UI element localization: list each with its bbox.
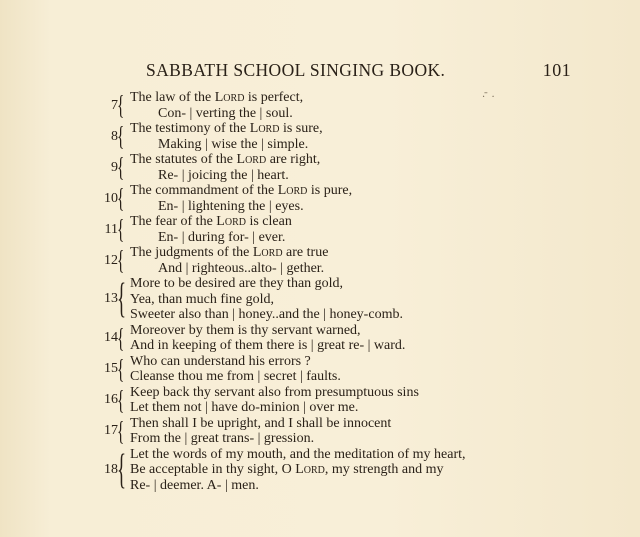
- verse-line: [96, 106, 536, 122]
- verse-number: 14: [104, 330, 118, 345]
- brace-glyph: {: [117, 183, 125, 214]
- line-text: Let the words of my mouth, and the meditation of my heart,: [130, 446, 466, 462]
- verse-12: [96, 245, 536, 276]
- verse-line: [96, 462, 536, 478]
- line-text-before: The statutes of the: [130, 152, 237, 167]
- verse-15: [96, 354, 536, 385]
- verse-number: 18: [104, 461, 118, 477]
- verse-14: [96, 323, 536, 354]
- verse-number: 10: [104, 190, 118, 206]
- verse-9: [96, 152, 536, 183]
- line-text: Cleanse thou me from | secret | faults.: [130, 369, 341, 384]
- line-text: Keep back thy servant also from presumptuous sins: [130, 384, 419, 400]
- line-text: En- | during for- | ever.: [158, 229, 286, 245]
- verse-line: [96, 168, 536, 184]
- line-text: Making | wise the | simple.: [158, 136, 309, 152]
- verse-11: [96, 214, 536, 245]
- verse-13: [96, 276, 536, 323]
- line-text: Let them not | have do-minion | over me.: [130, 400, 359, 415]
- verse-line: [96, 354, 536, 370]
- line-text: And in keeping of them there is | great re- | ward.: [130, 338, 406, 353]
- brace-glyph: {: [117, 90, 125, 121]
- brace-glyph: {: [117, 152, 125, 183]
- verse-line: [96, 447, 536, 463]
- page-number: 101: [542, 60, 571, 80]
- line-text: Re- | deemer. A- | men.: [130, 477, 259, 493]
- divine-name: Lord: [277, 183, 308, 198]
- verse-number: 11: [104, 221, 118, 237]
- line-text-after: is perfect,: [244, 90, 304, 105]
- verse-line: [96, 292, 536, 308]
- verse-line: [96, 400, 536, 416]
- divine-name: Lord: [295, 462, 325, 477]
- verse-line: [96, 276, 536, 292]
- brace-glyph: {: [117, 322, 125, 354]
- line-text-after: is clean: [245, 214, 292, 229]
- verse-7: [96, 90, 536, 121]
- brace-glyph: {: [117, 446, 127, 493]
- verse-line: [96, 323, 536, 339]
- verse-line: [96, 245, 536, 261]
- verse-number: 9: [111, 159, 118, 175]
- line-text-after: is sure,: [279, 121, 323, 136]
- line-text-before: The commandment of the: [130, 183, 278, 198]
- verse-8: [96, 121, 536, 152]
- line-text: And | righteous..alto- | gether.: [158, 260, 325, 276]
- verse-line: [96, 338, 536, 354]
- divine-name: Lord: [236, 152, 267, 167]
- verse-number: 13: [104, 291, 118, 307]
- brace-glyph: {: [117, 353, 125, 385]
- verse-number: 15: [104, 361, 118, 376]
- page-header: [146, 60, 586, 84]
- divine-name: Lord: [252, 245, 283, 260]
- line-text-after: , my strength and my: [324, 462, 444, 477]
- verse-18: [96, 447, 536, 494]
- line-text: From the | great trans- | gression.: [130, 431, 315, 446]
- verse-line: [96, 261, 536, 277]
- line-text: Yea, than much fine gold,: [130, 291, 274, 307]
- brace-glyph: {: [117, 214, 125, 245]
- line-text: Sweeter also than | honey..and the | honey-comb.: [130, 307, 403, 322]
- chant-verses: [96, 90, 536, 493]
- line-text-after: are true: [282, 245, 329, 260]
- verse-line: [96, 121, 536, 137]
- verse-17: [96, 416, 536, 447]
- verse-number: 7: [111, 97, 118, 113]
- divine-name: Lord: [216, 214, 246, 229]
- verse-line: [96, 137, 536, 153]
- verse-line: [96, 90, 536, 106]
- verse-line: [96, 230, 536, 246]
- brace-glyph: {: [117, 245, 125, 276]
- brace-glyph: {: [117, 276, 127, 322]
- verse-line: [96, 416, 536, 432]
- verse-line: [96, 431, 536, 447]
- verse-line: [96, 183, 536, 199]
- line-text: More to be desired are they than gold,: [130, 276, 344, 291]
- verse-line: [96, 369, 536, 385]
- line-text-after: are right,: [266, 152, 321, 167]
- line-text-before: The fear of the: [130, 214, 217, 229]
- verse-line: [96, 214, 536, 230]
- brace-glyph: {: [117, 121, 125, 152]
- verse-number: 16: [104, 392, 118, 407]
- verse-line: [96, 199, 536, 215]
- line-text-before: Be acceptable in thy sight, O: [130, 462, 296, 477]
- line-text: Who can understand his errors ?: [130, 353, 311, 369]
- brace-glyph: {: [117, 384, 125, 416]
- verse-16: [96, 385, 536, 416]
- line-text: Con- | verting the | soul.: [158, 105, 293, 121]
- running-title: SABBATH SCHOOL SINGING BOOK.: [146, 60, 446, 80]
- ink-speck-ornament: · ̄ ·: [482, 92, 495, 103]
- divine-name: Lord: [249, 121, 280, 136]
- verse-number: 17: [104, 423, 118, 438]
- divine-name: Lord: [214, 90, 245, 105]
- line-text: Then shall I be upright, and I shall be innocent: [130, 415, 392, 431]
- brace-glyph: {: [117, 415, 125, 447]
- line-text-before: The judgments of the: [130, 245, 253, 260]
- verse-number: 8: [111, 128, 118, 144]
- verse-line: [96, 152, 536, 168]
- line-text-after: is pure,: [307, 183, 353, 198]
- line-text-before: The law of the: [130, 90, 215, 105]
- verse-10: [96, 183, 536, 214]
- verse-line: [96, 478, 536, 494]
- line-text-before: The testimony of the: [130, 121, 250, 136]
- verse-number: 12: [104, 252, 118, 268]
- verse-line: [96, 385, 536, 401]
- line-text: En- | lightening the | eyes.: [158, 198, 304, 214]
- verse-line: [96, 307, 536, 323]
- line-text: Re- | joicing the | heart.: [158, 167, 289, 183]
- line-text: Moreover by them is thy servant warned,: [130, 322, 361, 338]
